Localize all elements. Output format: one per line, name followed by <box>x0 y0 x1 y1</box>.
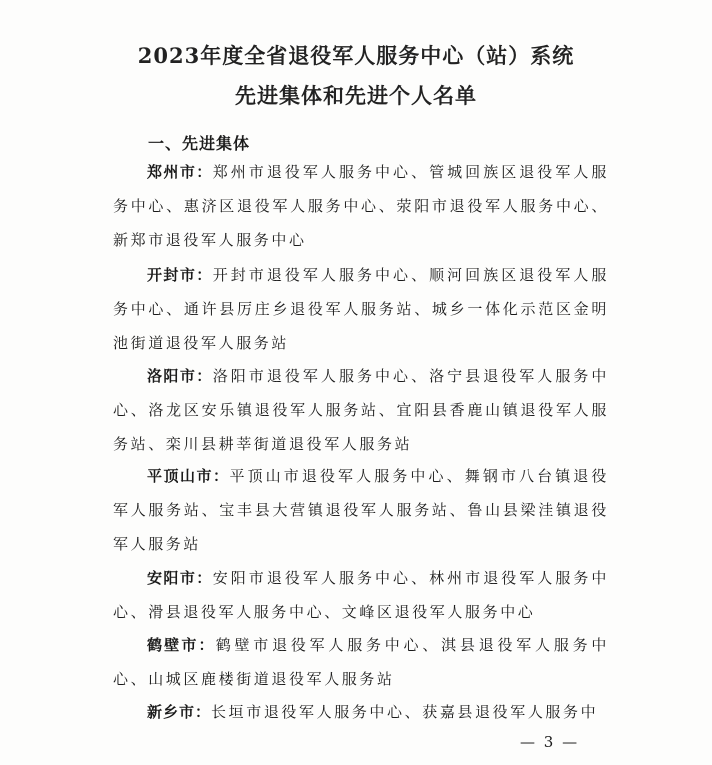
city-label: 新乡市： <box>147 703 212 721</box>
list-item-luoyang <box>113 359 609 461</box>
city-label: 安阳市： <box>147 569 213 587</box>
section-heading: 一、先进集体 <box>148 134 251 153</box>
entry-text: 平顶山市退役军人服务中心、舞钢市八台镇退役军人服务站、宝丰县大营镇退役军人服务站、鲁山县梁洼镇退役军人服务站 <box>113 467 609 553</box>
entry-text: 开封市退役军人服务中心、顺河回族区退役军人服务中心、通许县厉庄乡退役军人服务站、城乡一体化示范区金明池街道退役军人服务站 <box>113 266 609 352</box>
page-number: — 3 — <box>520 733 580 751</box>
entry-text: 安阳市退役军人服务中心、林州市退役军人服务中心、滑县退役军人服务中心、文峰区退役军人服务中心 <box>113 569 609 621</box>
entry-text: 郑州市退役军人服务中心、管城回族区退役军人服务中心、惠济区退役军人服务中心、荥阳市退役军人服务中心、新郑市退役军人服务中心 <box>113 163 609 249</box>
city-label: 鹤壁市： <box>147 636 216 654</box>
city-label: 郑州市： <box>147 163 213 181</box>
city-label: 平顶山市： <box>147 467 230 485</box>
entry-text: 长垣市退役军人服务中心、获嘉县退役军人服务中 <box>211 703 599 721</box>
list-item-hebi <box>113 628 609 696</box>
list-item-zhengzhou <box>113 155 609 257</box>
document-title-line-1: 2023年度全省退役军人服务中心（站）系统 <box>137 43 575 68</box>
list-item-anyang <box>113 561 609 629</box>
city-label: 洛阳市： <box>147 367 213 385</box>
list-item-kaifeng <box>113 258 609 360</box>
entry-text: 洛阳市退役军人服务中心、洛宁县退役军人服务中心、洛龙区安乐镇退役军人服务站、宜阳县香鹿山镇退役军人服务站、栾川县耕莘街道退役军人服务站 <box>113 367 609 453</box>
list-item-pingdingshan <box>113 459 609 561</box>
entry-text: 鹤壁市退役军人服务中心、淇县退役军人服务中心、山城区鹿楼街道退役军人服务站 <box>113 636 609 688</box>
city-label: 开封市： <box>147 266 213 284</box>
document-title-line-2: 先进集体和先进个人名单 <box>235 83 477 108</box>
list-item-xinxiang <box>113 695 609 729</box>
